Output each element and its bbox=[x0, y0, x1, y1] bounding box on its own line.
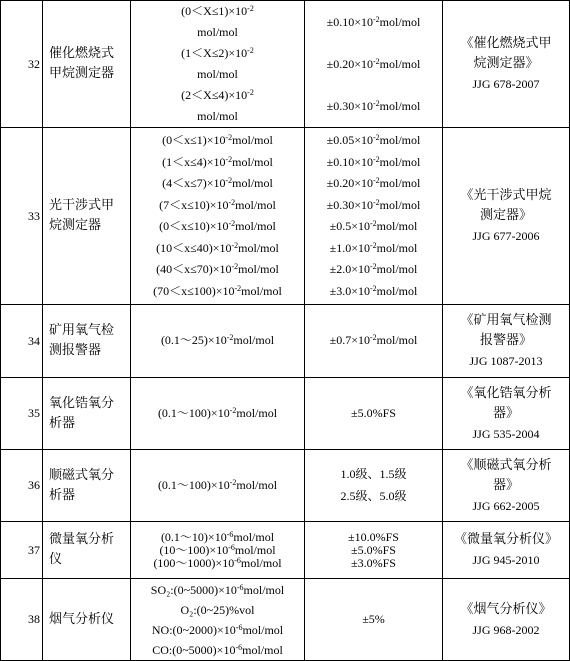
range-line bbox=[131, 640, 304, 660]
error-unit: mol/mol bbox=[376, 240, 418, 255]
instrument-name-line: 析器 bbox=[49, 487, 76, 503]
range-exponent: -2 bbox=[225, 176, 233, 185]
error-text: ±5.0%FS bbox=[351, 405, 396, 420]
error-line bbox=[305, 173, 442, 195]
range-unit: mol/mol bbox=[238, 240, 279, 255]
error-line bbox=[305, 330, 442, 352]
instrument-name-line: 析器 bbox=[49, 415, 76, 431]
range-exponent: -2 bbox=[247, 4, 254, 13]
range-unit: mol/mol bbox=[235, 219, 276, 233]
range-text: (0.1～100)×10 bbox=[157, 405, 230, 420]
measuring-range bbox=[131, 378, 305, 450]
standard-code: JJG 678-2007 bbox=[472, 77, 540, 91]
error-line bbox=[305, 152, 442, 174]
instrument-name bbox=[43, 305, 131, 378]
range-exponent: -6 bbox=[228, 542, 235, 552]
range-text: mol/mol bbox=[197, 25, 238, 39]
table-row bbox=[1, 128, 570, 305]
error-text: ±2.0×10 bbox=[329, 262, 370, 276]
range-line bbox=[131, 475, 304, 497]
error-line bbox=[305, 195, 442, 217]
error-exponent: -2 bbox=[370, 283, 377, 293]
range-text: mol/mol bbox=[197, 109, 238, 123]
range-line bbox=[131, 22, 304, 43]
max-error bbox=[305, 579, 443, 661]
error-text: ±0.10×10 bbox=[326, 14, 373, 29]
range-exponent: -2 bbox=[231, 240, 239, 250]
error-exponent: -2 bbox=[373, 133, 380, 142]
range-text: NO:(0~2000)×10 bbox=[151, 622, 236, 637]
range-line bbox=[131, 152, 304, 174]
range-text: (10＜x≤40)×10 bbox=[156, 240, 232, 255]
standard-code: JJG 945-2010 bbox=[472, 553, 540, 567]
error-unit: mol/mol bbox=[376, 283, 418, 298]
instrument-name bbox=[43, 450, 131, 522]
error-unit: mol/mol bbox=[376, 333, 418, 348]
range-line bbox=[131, 330, 304, 352]
range-unit: mol/mol bbox=[233, 529, 275, 544]
standard-code: JJG 677-2006 bbox=[472, 229, 540, 243]
row-number: 33 bbox=[1, 128, 43, 305]
error-unit: mol/mol bbox=[379, 56, 421, 71]
error-exponent: -2 bbox=[370, 333, 377, 343]
error-unit: mol/mol bbox=[379, 14, 421, 29]
range-exponent: -2 bbox=[228, 219, 236, 228]
error-line bbox=[305, 281, 442, 303]
error-line bbox=[305, 216, 442, 238]
instrument-name-line: 微量氧分析 bbox=[49, 532, 115, 547]
standard-name-line: 《催化燃烧式甲 bbox=[460, 36, 552, 51]
error-line bbox=[305, 54, 442, 75]
instrument-name bbox=[43, 579, 131, 661]
max-error bbox=[305, 128, 443, 305]
range-line bbox=[131, 259, 304, 281]
instrument-name-line: 矿用氧气检 bbox=[49, 323, 115, 338]
error-exponent: -2 bbox=[370, 262, 377, 271]
instrument-name-line: 烷测定器 bbox=[49, 218, 102, 233]
verification-standard bbox=[443, 450, 570, 522]
standard-code: JJG 535-2004 bbox=[472, 426, 540, 441]
standard-code: JJG 968-2002 bbox=[472, 622, 540, 637]
table-row bbox=[1, 522, 570, 579]
error-text: ±0.05×10 bbox=[326, 133, 373, 147]
range-unit: mol/mol bbox=[236, 405, 278, 420]
verification-standard bbox=[443, 579, 570, 661]
row-number: 38 bbox=[1, 579, 43, 661]
error-line bbox=[305, 238, 442, 260]
instrument-name bbox=[43, 128, 131, 305]
row-number: 32 bbox=[1, 1, 43, 128]
range-text: (0＜x≤1)×10 bbox=[162, 133, 226, 147]
range-text: (0.1～100)×10 bbox=[157, 477, 230, 492]
error-line bbox=[305, 12, 442, 33]
measuring-range bbox=[131, 450, 305, 522]
error-text: ±5.0%FS bbox=[351, 542, 396, 557]
error-line bbox=[305, 486, 442, 508]
instrument-name-line: 仪 bbox=[49, 552, 63, 567]
row-number: 37 bbox=[1, 522, 43, 579]
error-text: ±10.0%FS bbox=[348, 529, 399, 544]
range-unit: mol/mol bbox=[232, 154, 273, 169]
measuring-range bbox=[131, 579, 305, 661]
range-line bbox=[131, 106, 304, 127]
range-unit: mol/mol bbox=[234, 542, 276, 557]
row-number: 35 bbox=[1, 378, 43, 450]
standard-name-line: 器》 bbox=[492, 405, 519, 421]
standard-name-line: 《氧化锆氧分析 bbox=[460, 385, 552, 401]
measuring-range bbox=[131, 522, 305, 579]
range-exponent: -2 bbox=[225, 154, 233, 164]
standard-name-line: 测定器》 bbox=[479, 208, 532, 223]
range-exponent: -6 bbox=[234, 555, 241, 565]
standard-code: JJG 1087-2013 bbox=[469, 354, 543, 368]
error-line bbox=[305, 130, 442, 152]
range-text: (40＜x≤70)×10 bbox=[156, 262, 232, 276]
error-text: ±0.20×10 bbox=[326, 176, 373, 190]
range-text: (70＜x≤100)×10 bbox=[153, 283, 235, 298]
range-line bbox=[131, 43, 304, 64]
measuring-range bbox=[131, 128, 305, 305]
range-exponent: -2 bbox=[228, 197, 236, 207]
range-unit: mol/mol bbox=[232, 133, 273, 147]
range-text: (2＜X≤4)×10 bbox=[181, 88, 248, 102]
range-unit: mol/mol bbox=[243, 582, 285, 597]
range-text: (7＜x≤10)×10 bbox=[159, 197, 229, 212]
range-text: SO₂:(0~5000)×10 bbox=[150, 582, 237, 597]
range-unit: mol/mol bbox=[241, 283, 282, 298]
error-line bbox=[305, 464, 442, 486]
error-unit: mol/mol bbox=[379, 98, 421, 113]
error-unit: mol/mol bbox=[379, 154, 421, 169]
instrument-name bbox=[43, 378, 131, 450]
standard-name-line: 《矿用氧气检测 bbox=[460, 313, 552, 328]
error-line bbox=[305, 96, 442, 117]
instrument-name-line: 烟气分析仪 bbox=[49, 611, 115, 627]
range-unit: mol/mol bbox=[232, 176, 273, 190]
standard-name-line: 《顺磁式氧分析 bbox=[460, 457, 552, 473]
range-line bbox=[131, 281, 304, 303]
standard-code: JJG 662-2005 bbox=[472, 498, 540, 513]
error-exponent: -2 bbox=[373, 98, 380, 108]
range-text: (4＜x≤7)×10 bbox=[162, 176, 226, 190]
error-exponent: -2 bbox=[373, 14, 380, 24]
standard-name-line: 器》 bbox=[492, 477, 519, 493]
error-text: ±0.20×10 bbox=[326, 56, 373, 71]
range-text: (0.1～10)×10 bbox=[160, 529, 227, 544]
range-text: (0＜X≤1)×10 bbox=[181, 4, 248, 18]
table-body bbox=[1, 1, 570, 661]
instrument-name-line: 甲烷测定器 bbox=[49, 66, 115, 81]
max-error bbox=[305, 1, 443, 128]
error-line bbox=[305, 33, 442, 54]
error-unit: mol/mol bbox=[379, 197, 421, 212]
error-line bbox=[305, 557, 442, 570]
error-line bbox=[305, 75, 442, 96]
error-text: ±3.0%FS bbox=[351, 555, 396, 570]
verification-standard bbox=[443, 378, 570, 450]
range-text: (10～100)×10 bbox=[159, 542, 229, 557]
range-text: (1＜X≤2)×10 bbox=[181, 46, 248, 60]
range-text: (0.1～25)×10 bbox=[160, 333, 227, 348]
standard-name-line: 《微量氧分析仪》 bbox=[453, 532, 558, 547]
error-exponent: -2 bbox=[373, 154, 380, 164]
range-line bbox=[131, 580, 304, 600]
instrument-name-line: 催化燃烧式 bbox=[49, 46, 115, 61]
range-line bbox=[131, 620, 304, 640]
instrument-name-line: 顺磁式氧分 bbox=[49, 467, 115, 483]
error-text: ±0.7×10 bbox=[329, 333, 370, 348]
max-error bbox=[305, 522, 443, 579]
measuring-range bbox=[131, 305, 305, 378]
standard-name-line: 报警器》 bbox=[479, 333, 532, 348]
range-line bbox=[131, 403, 304, 425]
range-line bbox=[131, 1, 304, 22]
range-exponent: -2 bbox=[247, 88, 254, 97]
range-unit: mol/mol bbox=[240, 555, 282, 570]
max-error bbox=[305, 378, 443, 450]
verification-standard bbox=[443, 128, 570, 305]
row-number: 36 bbox=[1, 450, 43, 522]
range-line bbox=[131, 600, 304, 620]
row-number: 34 bbox=[1, 305, 43, 378]
range-exponent: -2 bbox=[229, 405, 237, 415]
range-exponent: -6 bbox=[226, 529, 234, 539]
range-line bbox=[131, 195, 304, 217]
measuring-range bbox=[131, 1, 305, 128]
error-exponent: -2 bbox=[373, 56, 380, 66]
range-exponent: -2 bbox=[234, 283, 242, 293]
range-line bbox=[131, 130, 304, 152]
table-row bbox=[1, 378, 570, 450]
error-text: ±3.0×10 bbox=[329, 283, 370, 298]
verification-standard bbox=[443, 1, 570, 128]
instrument-name-line: 光干涉式甲 bbox=[49, 198, 115, 213]
range-line bbox=[131, 557, 304, 570]
error-unit: mol/mol bbox=[376, 262, 418, 276]
range-exponent: -2 bbox=[231, 262, 239, 271]
table-row bbox=[1, 579, 570, 661]
range-line bbox=[131, 64, 304, 85]
error-line bbox=[305, 259, 442, 281]
range-unit: mol/mol bbox=[242, 642, 283, 657]
range-unit: mol/mol bbox=[235, 197, 276, 212]
range-line bbox=[131, 173, 304, 195]
error-text: 1.0级、1.5级 bbox=[340, 467, 407, 481]
range-line bbox=[131, 85, 304, 106]
verification-standard bbox=[443, 522, 570, 579]
error-exponent: -2 bbox=[373, 197, 380, 207]
error-text: ±0.10×10 bbox=[326, 154, 373, 169]
table-row bbox=[1, 1, 570, 128]
error-unit: mol/mol bbox=[379, 176, 421, 190]
range-text: (1＜x≤4)×10 bbox=[162, 154, 226, 169]
range-exponent: -2 bbox=[247, 46, 254, 55]
instrument-name-line: 测报警器 bbox=[49, 343, 102, 358]
table-row bbox=[1, 305, 570, 378]
error-text: ±5% bbox=[362, 611, 385, 626]
range-text: O₂:(0~25)%vol bbox=[180, 602, 255, 617]
error-exponent: -2 bbox=[373, 176, 380, 185]
range-unit: mol/mol bbox=[233, 333, 275, 348]
error-line bbox=[305, 609, 442, 631]
max-error bbox=[305, 305, 443, 378]
error-text: 2.5级、5.0级 bbox=[340, 488, 407, 503]
range-unit: mol/mol bbox=[238, 262, 279, 276]
verification-standard bbox=[443, 305, 570, 378]
error-line bbox=[305, 403, 442, 425]
range-unit: mol/mol bbox=[236, 477, 278, 492]
error-text: ±0.30×10 bbox=[326, 98, 373, 113]
instrument-name bbox=[43, 1, 131, 128]
table-row bbox=[1, 450, 570, 522]
standard-name-line: 《烟气分析仪》 bbox=[460, 601, 552, 617]
error-unit: mol/mol bbox=[376, 219, 418, 233]
range-unit: mol/mol bbox=[242, 622, 284, 637]
range-exponent: -6 bbox=[235, 622, 243, 632]
error-exponent: -2 bbox=[370, 240, 377, 250]
error-unit: mol/mol bbox=[379, 133, 421, 147]
max-error bbox=[305, 450, 443, 522]
range-line bbox=[131, 216, 304, 238]
standard-name-line: 《光干涉式甲烷 bbox=[460, 188, 552, 203]
range-exponent: -6 bbox=[235, 642, 243, 652]
range-text: CO:(0~5000)×10 bbox=[152, 642, 236, 657]
error-exponent: -2 bbox=[370, 219, 377, 228]
range-text: (100～1000)×10 bbox=[153, 555, 235, 570]
range-exponent: -2 bbox=[229, 477, 237, 487]
range-exponent: -2 bbox=[225, 133, 233, 142]
error-text: ±1.0×10 bbox=[329, 240, 370, 255]
instrument-name-line: 氧化锆氧分 bbox=[49, 395, 115, 411]
error-text: ±0.5×10 bbox=[329, 219, 370, 233]
instrument-name bbox=[43, 522, 131, 579]
range-text: mol/mol bbox=[197, 67, 238, 81]
standard-name-line: 烷测定器》 bbox=[473, 56, 539, 71]
range-exponent: -6 bbox=[236, 582, 244, 592]
range-line bbox=[131, 238, 304, 260]
range-text: (0＜x≤10)×10 bbox=[159, 219, 229, 233]
error-text: ±0.30×10 bbox=[326, 197, 373, 212]
range-exponent: -2 bbox=[226, 333, 234, 343]
